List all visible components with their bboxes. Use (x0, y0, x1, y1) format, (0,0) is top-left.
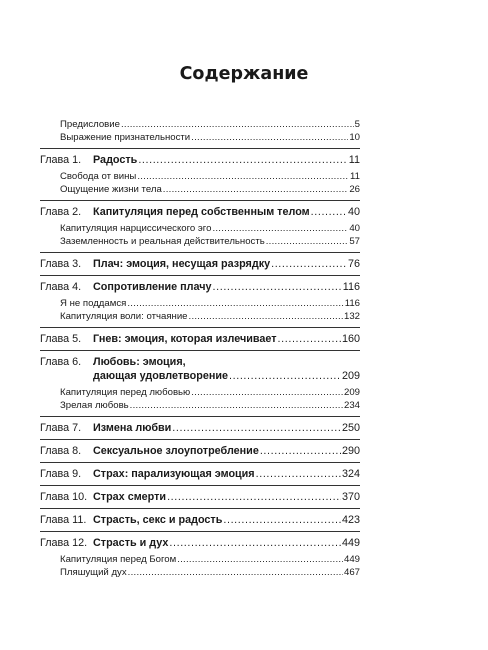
toc-subsection[interactable] (40, 310, 360, 323)
toc-page-number: 290 (341, 445, 360, 457)
toc-subsection[interactable] (40, 235, 360, 248)
divider (40, 350, 360, 351)
toc-chapter[interactable] (40, 444, 360, 458)
toc-entry-title: Выражение признательности (60, 132, 191, 143)
subsection-title: Я не поддамся (60, 298, 127, 309)
toc-front-item[interactable] (40, 131, 360, 144)
chapter-label: Глава 2. (40, 206, 82, 218)
toc-page-number: 250 (341, 422, 360, 434)
divider (40, 462, 360, 463)
chapter-title: Радость (93, 154, 138, 166)
chapter-title: Страсть и дух (93, 537, 169, 549)
toc-chapter[interactable] (40, 536, 360, 550)
chapter-title: Сопротивление плачу (93, 281, 212, 293)
subsection-title: Ощущение жизни тела (60, 184, 162, 195)
toc-subsection[interactable] (40, 566, 360, 579)
divider (40, 148, 360, 149)
toc-chapter[interactable] (40, 490, 360, 504)
toc-page-number: 10 (349, 132, 360, 143)
toc-subsection[interactable] (40, 183, 360, 196)
divider (40, 416, 360, 417)
chapter-title: Капитуляция перед собственным телом (93, 206, 310, 218)
chapter-label: Глава 10. (40, 491, 88, 503)
toc-chapter[interactable] (40, 257, 360, 271)
chapter-title: Гнев: эмоция, которая излечивает (93, 333, 277, 345)
toc-subsection[interactable] (40, 222, 360, 235)
toc-page-number: 234 (343, 400, 360, 411)
divider (40, 275, 360, 276)
toc-subsection[interactable] (40, 553, 360, 566)
toc-chapter[interactable] (40, 421, 360, 435)
toc-page-number: 40 (347, 206, 360, 218)
toc-page-number: 26 (349, 184, 360, 195)
chapter-label: Глава 3. (40, 258, 82, 270)
toc-page-number: 116 (344, 298, 360, 309)
toc-subsection[interactable] (40, 386, 360, 399)
subsection-title: Капитуляция воли: отчаяние (60, 311, 188, 322)
divider (40, 327, 360, 328)
toc-page-number: 76 (347, 258, 360, 270)
chapter-label: Глава 4. (40, 281, 82, 293)
toc-page-number: 40 (349, 223, 360, 234)
subsection-title: Заземленность и реальная действительность (60, 236, 265, 247)
chapter-label: Глава 5. (40, 333, 82, 345)
chapter-label: Глава 12. (40, 537, 88, 549)
chapter-label: Глава 11. (40, 514, 87, 526)
toc-page-number: 11 (350, 171, 360, 182)
toc-page-number: 132 (343, 311, 360, 322)
divider (40, 531, 360, 532)
toc-page-number: 370 (341, 491, 360, 503)
chapter-label: Глава 1. (40, 154, 82, 166)
chapter-title: Страх смерти (93, 491, 167, 503)
toc-page-number: 5 (354, 119, 360, 130)
toc-page-number: 160 (341, 333, 360, 345)
toc-front-item[interactable] (40, 118, 360, 131)
toc-chapter[interactable] (40, 153, 360, 167)
chapter-label: Глава 6. (40, 356, 82, 368)
toc-entry-title: Предисловие (60, 119, 120, 130)
toc-page-number: 467 (343, 567, 360, 578)
toc-page-number: 324 (341, 468, 360, 480)
toc-page-number: 449 (343, 554, 360, 565)
divider (40, 252, 360, 253)
toc-page-number: 116 (342, 281, 360, 293)
chapter-label: Глава 8. (40, 445, 82, 457)
toc-chapter[interactable] (40, 205, 360, 219)
toc-page-number: 449 (341, 537, 360, 549)
chapter-title-line-2: дающая удовлетворение (93, 370, 229, 382)
toc-page-number: 57 (349, 236, 360, 247)
toc-page-number: 11 (348, 154, 360, 166)
chapter-title: Сексуальное злоупотребление (93, 445, 259, 457)
toc-chapter[interactable] (40, 332, 360, 346)
toc-subsection[interactable] (40, 297, 360, 310)
subsection-title: Капитуляция перед Богом (60, 554, 177, 565)
chapter-title: Плач: эмоция, несущая разрядку (93, 258, 271, 270)
chapter-title: Измена любви (93, 422, 172, 434)
subsection-title: Зрелая любовь (60, 400, 129, 411)
chapter-title: Страсть, секс и радость (93, 514, 223, 526)
divider (40, 508, 360, 509)
subsection-title: Капитуляция нарциссического эго (60, 223, 212, 234)
toc-subsection[interactable] (40, 399, 360, 412)
chapter-label: Глава 7. (40, 422, 82, 434)
toc-page-number: 209 (341, 370, 360, 382)
toc-chapter[interactable] (40, 280, 360, 294)
subsection-title: Свобода от вины (60, 171, 137, 182)
toc-chapter[interactable] (40, 467, 360, 481)
divider (40, 439, 360, 440)
toc-chapter-continued[interactable] (40, 369, 360, 383)
toc-chapter[interactable] (40, 513, 360, 527)
toc-subsection[interactable] (40, 170, 360, 183)
page-title: Содержание (179, 64, 309, 84)
chapter-title: Страх: парализующая эмоция (93, 468, 255, 480)
divider (40, 200, 360, 201)
subsection-title: Пляшущий дух (60, 567, 127, 578)
toc-chapter[interactable] (40, 355, 360, 369)
chapter-title-line-1: Любовь: эмоция, (93, 356, 186, 368)
divider (40, 485, 360, 486)
subsection-title: Капитуляция перед любовью (60, 387, 191, 398)
toc-page-number: 423 (341, 514, 360, 526)
table-of-contents (40, 118, 360, 579)
chapter-label: Глава 9. (40, 468, 82, 480)
toc-page-number: 209 (343, 387, 360, 398)
